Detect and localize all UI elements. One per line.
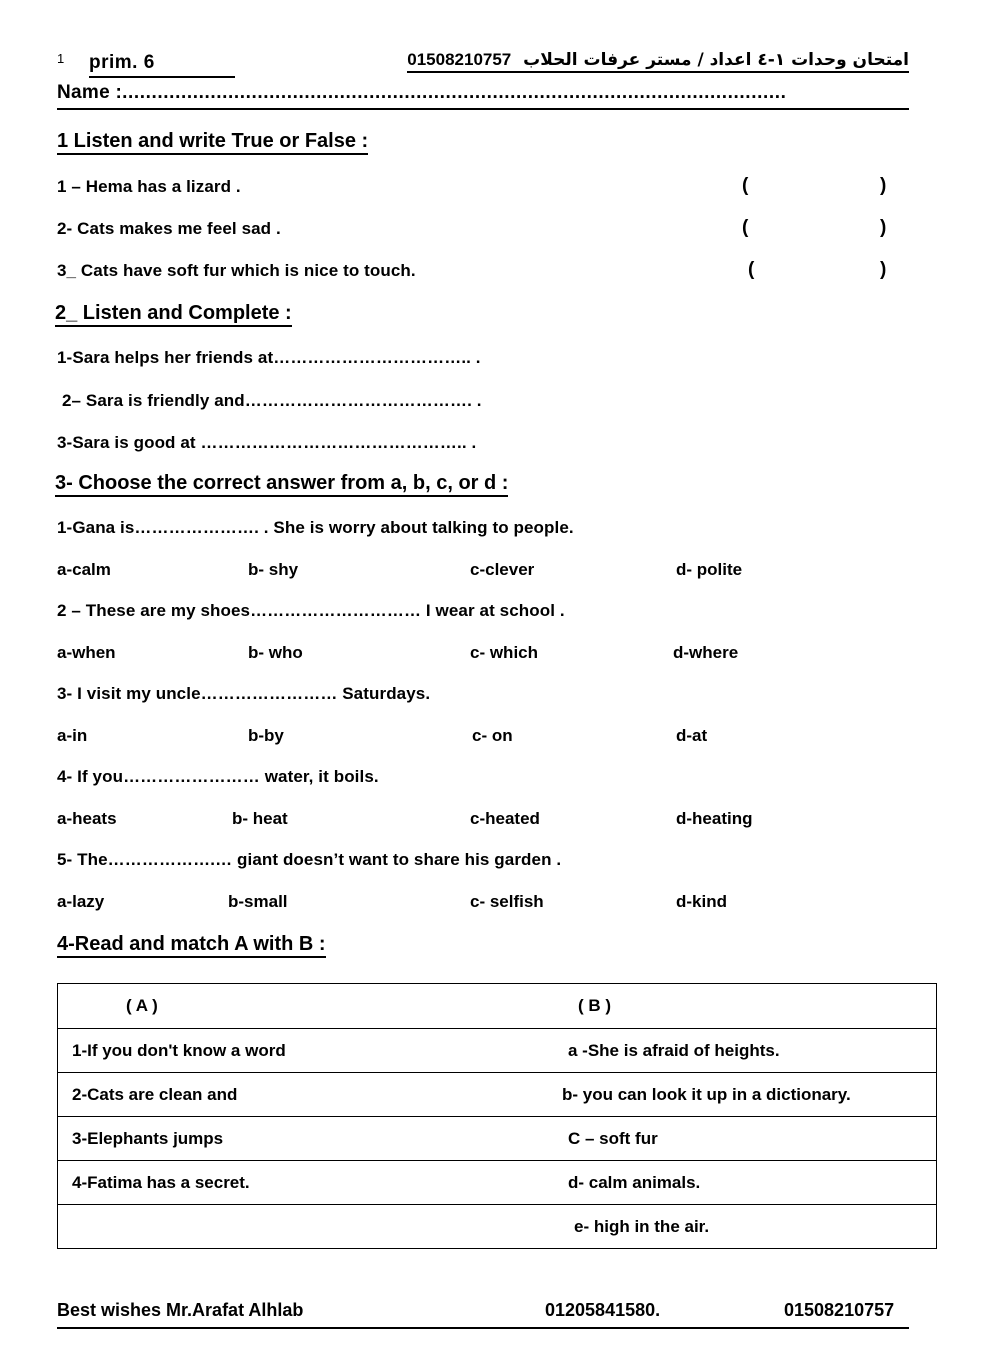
section-3-heading-text: 3- Choose the correct answer from a, b, c, or d :: [55, 472, 508, 497]
section-1-close-paren-1[interactable]: ): [880, 175, 887, 196]
page-number: 1: [57, 51, 65, 66]
section-1-open-paren-2: (: [742, 217, 749, 238]
section-3-q3-option-a[interactable]: a-in: [57, 726, 88, 745]
match-b-item-1[interactable]: a -She is afraid of heights.: [516, 1029, 937, 1073]
footer-wishes: Best wishes Mr.Arafat Alhlab: [57, 1300, 304, 1320]
section-1-heading: [57, 130, 368, 153]
document-header: [57, 50, 909, 78]
section-1-close-paren-2[interactable]: ): [880, 217, 887, 238]
arabic-title: [407, 50, 909, 73]
section-3-q1-option-a[interactable]: a-calm: [57, 560, 111, 579]
section-4-heading: [57, 933, 326, 956]
match-b-item-5[interactable]: e- high in the air.: [574, 1216, 710, 1236]
match-a-item-5: [58, 1205, 517, 1249]
footer-phone-2: 01508210757: [784, 1300, 895, 1320]
section-3-q4-option-d[interactable]: d-heating: [676, 809, 753, 828]
footer-phone-1: 01205841580.: [545, 1300, 661, 1320]
section-1-question-2: 2- Cats makes me feel sad .: [57, 219, 281, 238]
name-field-line[interactable]: [57, 82, 909, 110]
header-phone: 01508210757: [407, 50, 512, 69]
match-a-item-2[interactable]: 2-Cats are clean and: [58, 1073, 517, 1117]
grade-label: prim. 6: [89, 52, 235, 78]
section-2-heading-text: 2_ Listen and Complete :: [55, 302, 292, 327]
section-4-heading-text: 4-Read and match A with B :: [57, 933, 326, 958]
section-1-open-paren-1: (: [742, 175, 749, 196]
match-a-item-1[interactable]: 1-If you don't know a word: [58, 1029, 517, 1073]
table-row: [58, 1029, 937, 1073]
match-a-item-4[interactable]: 4-Fatima has a secret.: [58, 1161, 517, 1205]
table-header-row: [58, 984, 937, 1029]
name-dotted-leader: .................................................................................................................: [122, 82, 787, 103]
section-3-stem-5: 5- The……………….… giant doesn’t want to share his garden .: [57, 850, 562, 869]
section-3-q1-option-d[interactable]: d- polite: [676, 560, 743, 579]
section-3-q2-option-b[interactable]: b- who: [248, 643, 303, 662]
match-b-item-2[interactable]: b- you can look it up in a dictionary.: [516, 1073, 937, 1117]
section-3-q4-option-c[interactable]: c-heated: [470, 809, 540, 828]
section-3-stem-1: 1-Gana is…………………. . She is worry about talking to people.: [57, 518, 574, 537]
table-row: [58, 1117, 937, 1161]
table-row: [58, 1205, 937, 1249]
section-3-q4-option-a[interactable]: a-heats: [57, 809, 117, 828]
section-3-stem-3: 3- I visit my uncle…………………… Saturdays.: [57, 684, 431, 703]
section-3-q5-option-c[interactable]: c- selfish: [470, 892, 544, 911]
match-b-item-3[interactable]: C – soft fur: [516, 1117, 937, 1161]
section-1-heading-text: 1 Listen and write True or False :: [57, 130, 368, 155]
section-3-q2-option-d[interactable]: d-where: [673, 643, 739, 662]
section-3-q5-option-d[interactable]: d-kind: [676, 892, 727, 911]
section-3-q3-option-d[interactable]: d-at: [676, 726, 708, 745]
section-1-close-paren-3[interactable]: ): [880, 259, 887, 280]
section-3-heading: [55, 472, 508, 495]
section-1-open-paren-3: (: [748, 259, 755, 280]
section-2-question-3: 3-Sara is good at ……………………………………….. .: [57, 433, 477, 452]
match-a-item-3[interactable]: 3-Elephants jumps: [58, 1117, 517, 1161]
section-3-q1-option-b[interactable]: b- shy: [248, 560, 299, 579]
section-2-question-2: 2– Sara is friendly and…………………………………. .: [62, 391, 482, 410]
section-1-question-3: 3_ Cats have soft fur which is nice to touch.: [57, 261, 416, 280]
section-3-q2-option-a[interactable]: a-when: [57, 643, 116, 662]
arabic-title-text: امتحان وحدات ١-٤ اعداد / مستر عرفات الحلاب: [523, 50, 909, 70]
section-3-stem-4: 4- If you…………………… water, it boils.: [57, 767, 379, 786]
section-2-question-1: 1-Sara helps her friends at…………………………….. .: [57, 348, 481, 367]
section-3-q4-option-b[interactable]: b- heat: [232, 809, 288, 828]
column-b-header: ( B ): [516, 984, 937, 1029]
section-3-stem-2: 2 – These are my shoes………………………… I wear at school .: [57, 601, 565, 620]
section-3-q2-option-c[interactable]: c- which: [470, 643, 539, 662]
match-table: [57, 983, 937, 1249]
section-3-q1-option-c[interactable]: c-clever: [470, 560, 535, 579]
section-3-q3-option-c[interactable]: c- on: [472, 726, 513, 745]
name-label: Name :: [57, 82, 123, 103]
section-3-q3-option-b[interactable]: b-by: [248, 726, 284, 745]
section-3-q5-option-b[interactable]: b-small: [228, 892, 288, 911]
section-1-question-1: 1 – Hema has a lizard .: [57, 177, 241, 196]
document-footer: [57, 1300, 909, 1329]
section-3-q5-option-a[interactable]: a-lazy: [57, 892, 105, 911]
column-a-header: ( A ): [58, 984, 517, 1029]
table-row: [58, 1073, 937, 1117]
match-b-item-4[interactable]: d- calm animals.: [516, 1161, 937, 1205]
table-row: [58, 1161, 937, 1205]
section-2-heading: [55, 302, 292, 325]
